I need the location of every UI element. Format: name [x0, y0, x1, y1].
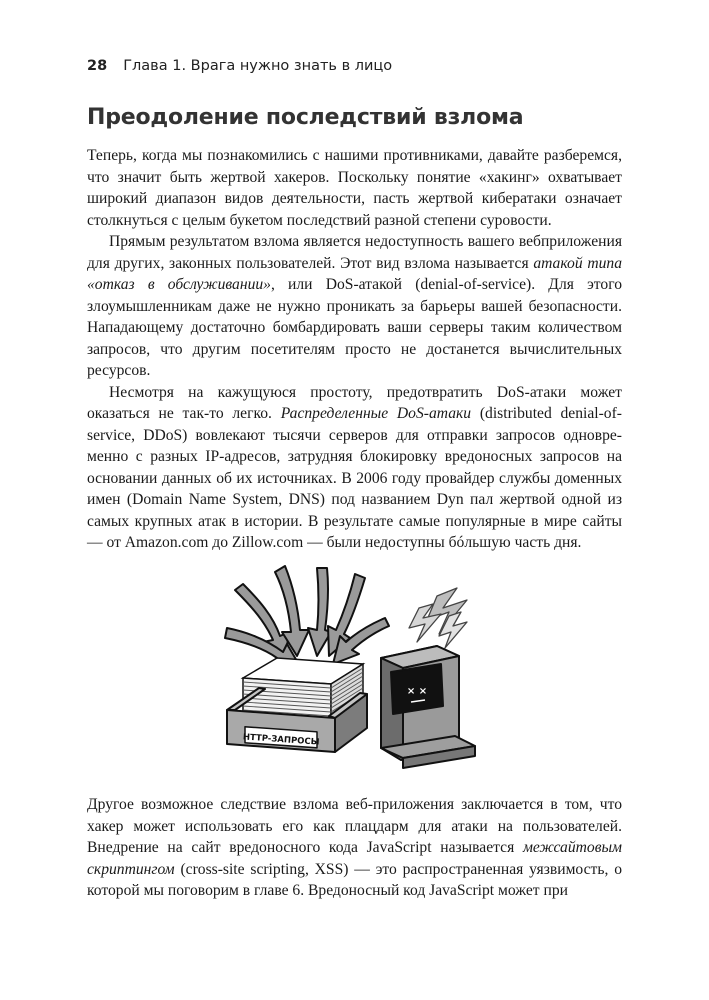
- paragraph-ddos-part2: (distributed denial-of-service, DDoS) вовлекают тысячи серверов для отправки запросов одновременно с разных IP-адресов, затрудняя блокировку вредоносных запросов на основании данных об их источниках. В 2006 году провайдер службы доменных имен (Domain Name System, DNS) под названием Dyn пал жертвой одной из самых крупных атак в истории. В результате самые популярные в мире сайты — от Amazon.com до Zillow.com — были недоступны бóльшую часть дня.: [87, 405, 622, 551]
- chapter-title: Глава 1. Врага нужно знать в лицо: [123, 58, 393, 74]
- incoming-arrows-icon: [225, 566, 389, 668]
- dos-illustration-svg: [205, 560, 515, 775]
- crashed-computer-icon: [381, 646, 475, 768]
- tray-label: HTTP-ЗАПРОСЫ: [242, 732, 320, 748]
- lightning-icon: [409, 588, 467, 648]
- paragraph-intro: Теперь, когда мы познакомились с нашими противниками, давайте разберемся, что значит быть жертвой хакеров. Поскольку понятие «хакинг» охватывает широкий диапазон видов деятельности, пасть жертвой кибератаки означает столкнуться с целым букетом последствий разной степени суровости.: [87, 147, 622, 229]
- paragraph-xss-part2: (cross-site scripting, XSS) — это распространенная уязвимость, о которой мы поговорим в главе 6. Вредоносный код JavaScript может при: [87, 860, 622, 899]
- paragraph-dos-part2: , или DoS-атакой (denial-of-service). Для этого злоумышленникам даже не нужно проникать за барьеры вашей безопасности. Нападающему достаточно бомбардировать ваши серверы таким количеством запросов, что другим посетителям просто не достанется вычислительных ресурсов.: [87, 276, 622, 379]
- paragraph-xss-term: межсайтовым скриптингом: [87, 839, 622, 878]
- paragraph-xss-part1: Другое возможное следствие взлома веб-приложения заключается в том, что хакер может использовать его как плацдарм для атаки на пользователей. Внедрение на сайт вредоносного кода JavaScript называется: [87, 796, 622, 856]
- paragraph-xss: [87, 794, 622, 902]
- page-number: 28: [87, 58, 108, 74]
- text-block-top: [87, 145, 622, 554]
- paragraph-dos: [87, 231, 622, 382]
- paragraph-ddos-term: Распределенные DoS-атаки: [280, 405, 472, 422]
- paragraph-dos-term: атакой типа «отказ в обслуживании»: [87, 254, 622, 293]
- paragraph-ddos: [87, 382, 622, 554]
- dos-illustration: [205, 560, 515, 775]
- paragraph-ddos-part1: Несмотря на кажущуюся простоту, предотвратить DoS-атаки может оказаться не так-то легко.: [87, 383, 622, 422]
- screen-face: × ×: [406, 686, 428, 697]
- section-title: Преодоление последствий взлома: [87, 105, 524, 130]
- text-block-bottom: [87, 794, 622, 902]
- paragraph-dos-part1: Прямым результатом взлома является недоступность вашего вебприложения для других, законных пользователей. Этот вид взлома называется: [87, 233, 622, 272]
- running-head: [87, 58, 392, 74]
